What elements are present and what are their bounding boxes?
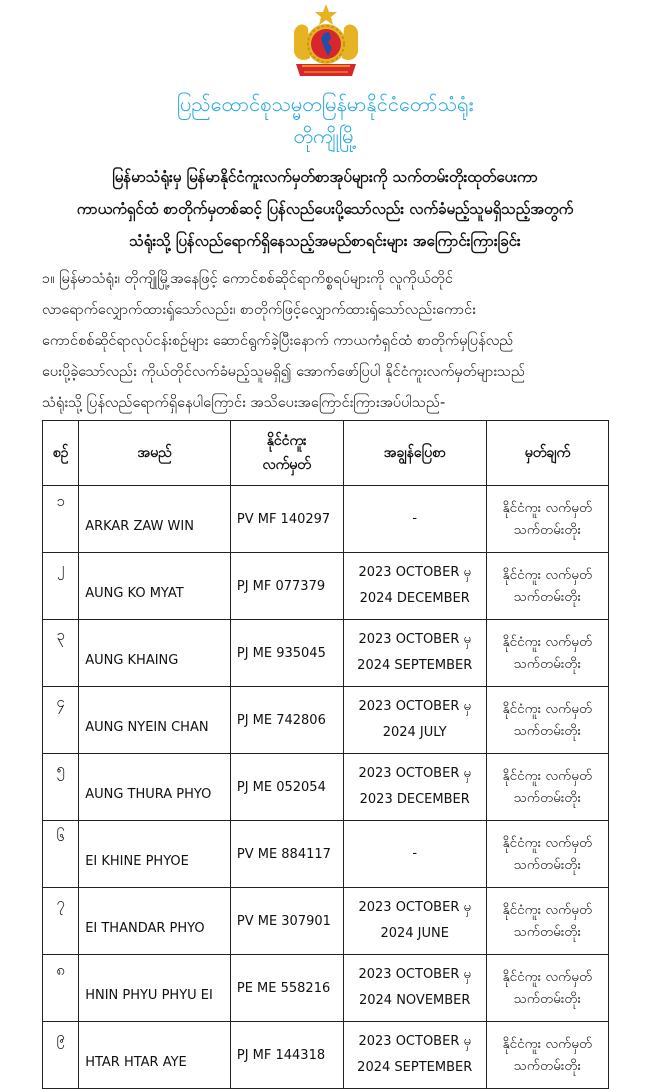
row-number: ၃ — [43, 620, 79, 687]
row-remark — [486, 754, 608, 821]
row-validity — [343, 1022, 486, 1089]
row-name: AUNG NYEIN CHAN — [79, 687, 231, 754]
row-validity-line2: 2024 SEPTEMBER — [357, 1060, 473, 1075]
row-passport-number: PJ ME 052054 — [230, 754, 343, 821]
embassy-city: တိုကျိုမြို့ — [293, 124, 357, 148]
header-name: အမည် — [79, 421, 231, 486]
row-number: ၉ — [43, 1022, 79, 1089]
row-validity-line2: 2024 DECEMBER — [359, 591, 470, 606]
header-passport-line2: လက်မှတ် — [262, 457, 311, 473]
row-name: AUNG KHAING — [79, 620, 231, 687]
row-validity-line1: 2023 OCTOBER မှ — [358, 766, 471, 781]
row-passport-number: PJ MF 144318 — [230, 1022, 343, 1089]
row-number: ၇ — [43, 888, 79, 955]
header-validity: အချွန်ပြေစာ — [343, 421, 486, 486]
table-row — [43, 955, 609, 1022]
row-name: ARKAR ZAW WIN — [79, 486, 231, 553]
paragraph-line: လာရောက်လျှောက်ထားၡ်သော်လည်း၊ စာတိုက်ဖြင့်လျှောက်ထားၡ်သော်လည်းကောင်း — [42, 302, 476, 318]
row-passport-number: PJ ME 742806 — [230, 687, 343, 754]
row-validity — [343, 620, 486, 687]
row-remark-line1: နိုင်ငံကူး လက်မှတ် — [502, 1036, 593, 1052]
embassy-name: ပြည်ထောင်စုသမ္မတမြန်မာနိုင်ငံတော်သံရုံး — [176, 92, 474, 116]
row-remark-line1: နိုင်ငံကူး လက်မှတ် — [502, 634, 593, 650]
row-validity-line2: 2024 JULY — [382, 725, 447, 740]
row-validity — [343, 888, 486, 955]
header-passport — [230, 421, 343, 486]
row-name: HNIN PHYU PHYU EI — [79, 955, 231, 1022]
row-remark — [486, 486, 608, 553]
header-passport-line1: နိုင်ငံကူး — [266, 433, 307, 449]
table-row — [43, 486, 609, 553]
table-row — [43, 553, 609, 620]
row-remark-line2: သက်တမ်းတိုး — [513, 522, 581, 538]
row-number: ၆ — [43, 821, 79, 888]
announcement-paragraph — [42, 264, 610, 419]
row-remark-line1: နိုင်ငံကူး လက်မှတ် — [502, 969, 593, 985]
row-remark — [486, 553, 608, 620]
row-number: ၁ — [43, 486, 79, 553]
paragraph-line: ၁။ မြန်မာသံရုံး၊ တိုကျိုမြို့အနေဖြင့် ကောင်စစ်ဆိုင်ရာကိစ္စရပ်များကို လူကိုယ်တိုင် — [42, 271, 453, 287]
row-remark-line1: နိုင်ငံကူး လက်မှတ် — [502, 835, 593, 851]
announcement-title-line1: မြန်မာသံရုံးမှ မြန်မာနိုင်ငံကူးလက်မှတ်စာအုပ်များကို သက်တမ်းတိုးထုတ်ပေးကာ — [112, 168, 538, 186]
row-validity — [343, 486, 486, 553]
row-remark — [486, 955, 608, 1022]
row-validity-line1: - — [412, 846, 418, 861]
row-validity-line1: - — [412, 511, 418, 526]
row-validity — [343, 955, 486, 1022]
row-remark-line2: သက်တမ်းတိုး — [513, 790, 581, 806]
row-number: ၈ — [43, 955, 79, 1022]
row-number: ၅ — [43, 754, 79, 821]
table-row — [43, 687, 609, 754]
paragraph-line: ကောင်စစ်ဆိုင်ရာလုပ်ငန်းစဉ်များ ဆောင်ရွက်ခဲ့ပြီးနောက် ကာယကံရှင်ထံ စာတိုက်မှပြန်လည် — [42, 333, 514, 349]
row-validity — [343, 553, 486, 620]
row-remark-line2: သက်တမ်းတိုး — [513, 656, 581, 672]
table-row — [43, 620, 609, 687]
row-number: ၄ — [43, 687, 79, 754]
row-remark-line2: သက်တမ်းတိုး — [513, 723, 581, 739]
row-remark-line1: နိုင်ငံကူး လက်မှတ် — [502, 500, 593, 516]
row-remark-line2: သက်တမ်းတိုး — [513, 991, 581, 1007]
row-name: AUNG THURA PHYO — [79, 754, 231, 821]
row-remark-line2: သက်တမ်းတိုး — [513, 857, 581, 873]
row-validity-line1: 2023 OCTOBER မှ — [358, 699, 471, 714]
row-passport-number: PV ME 884117 — [230, 821, 343, 888]
table-header-row — [43, 421, 609, 486]
row-name: EI THANDAR PHYO — [79, 888, 231, 955]
state-emblem-icon — [288, 2, 364, 84]
row-remark — [486, 821, 608, 888]
row-name: HTAR HTAR AYE — [79, 1022, 231, 1089]
header-remark: မှတ်ချက် — [486, 421, 608, 486]
table-row — [43, 754, 609, 821]
row-validity-line1: 2023 OCTOBER မှ — [358, 1034, 471, 1049]
row-validity-line1: 2023 OCTOBER မှ — [358, 565, 471, 580]
row-validity-line2: 2024 JUNE — [380, 926, 449, 941]
row-validity — [343, 754, 486, 821]
header-no: စဉ် — [43, 421, 79, 486]
row-remark — [486, 687, 608, 754]
row-passport-number: PV ME 307901 — [230, 888, 343, 955]
passport-list-table — [42, 420, 609, 1089]
row-validity-line2: 2024 SEPTEMBER — [357, 658, 473, 673]
row-validity-line1: 2023 OCTOBER မှ — [358, 900, 471, 915]
announcement-title-line3: သံရုံးသို့ ပြန်လည်ရောက်ရှိနေသည့်အမည်စာရင်းများ အကြောင်းကြားခြင်း — [129, 232, 521, 250]
row-validity — [343, 821, 486, 888]
table-row — [43, 821, 609, 888]
announcement-title-line2: ကာယကံရှင်ထံ စာတိုက်မှတစ်ဆင့် ပြန်လည်ပေးပို့သော်လည်း လက်ခံမည့်သူမရှိသည့်အတွက် — [76, 200, 574, 218]
row-remark-line1: နိုင်ငံကူး လက်မှတ် — [502, 768, 593, 784]
paragraph-line: သံရုံးသို့ ပြန်လည်ရောက်ရှိနေပါကြောင်း အသိပေးအကြောင်းကြားအပ်ပါသည်- — [42, 395, 446, 411]
paragraph-line: ပေးပို့ခဲ့သော်လည်း ကိုယ်တိုင်လက်ခံမည့်သူမရှိ၍ အောက်ဖော်ပြပါ နိုင်ငံကူးလက်မှတ်များသည် — [42, 364, 526, 380]
row-name: EI KHINE PHYOE — [79, 821, 231, 888]
row-passport-number: PJ ME 935045 — [230, 620, 343, 687]
row-remark — [486, 620, 608, 687]
row-passport-number: PE ME 558216 — [230, 955, 343, 1022]
row-passport-number: PV MF 140297 — [230, 486, 343, 553]
row-remark — [486, 888, 608, 955]
table-row — [43, 888, 609, 955]
row-validity-line1: 2023 OCTOBER မှ — [358, 632, 471, 647]
row-remark-line2: သက်တမ်းတိုး — [513, 1058, 581, 1074]
row-remark-line2: သက်တမ်းတိုး — [513, 589, 581, 605]
row-remark-line2: သက်တမ်းတိုး — [513, 924, 581, 940]
row-validity-line2: 2023 DECEMBER — [359, 792, 470, 807]
row-remark-line1: နိုင်ငံကူး လက်မှတ် — [502, 902, 593, 918]
table-row — [43, 1022, 609, 1089]
row-number: ၂ — [43, 553, 79, 620]
row-validity — [343, 687, 486, 754]
row-validity-line1: 2023 OCTOBER မှ — [358, 967, 471, 982]
row-remark-line1: နိုင်ငံကူး လက်မှတ် — [502, 567, 593, 583]
row-passport-number: PJ MF 077379 — [230, 553, 343, 620]
row-remark-line1: နိုင်ငံကူး လက်မှတ် — [502, 701, 593, 717]
row-remark — [486, 1022, 608, 1089]
row-validity-line2: 2024 NOVEMBER — [358, 993, 471, 1008]
row-name: AUNG KO MYAT — [79, 553, 231, 620]
